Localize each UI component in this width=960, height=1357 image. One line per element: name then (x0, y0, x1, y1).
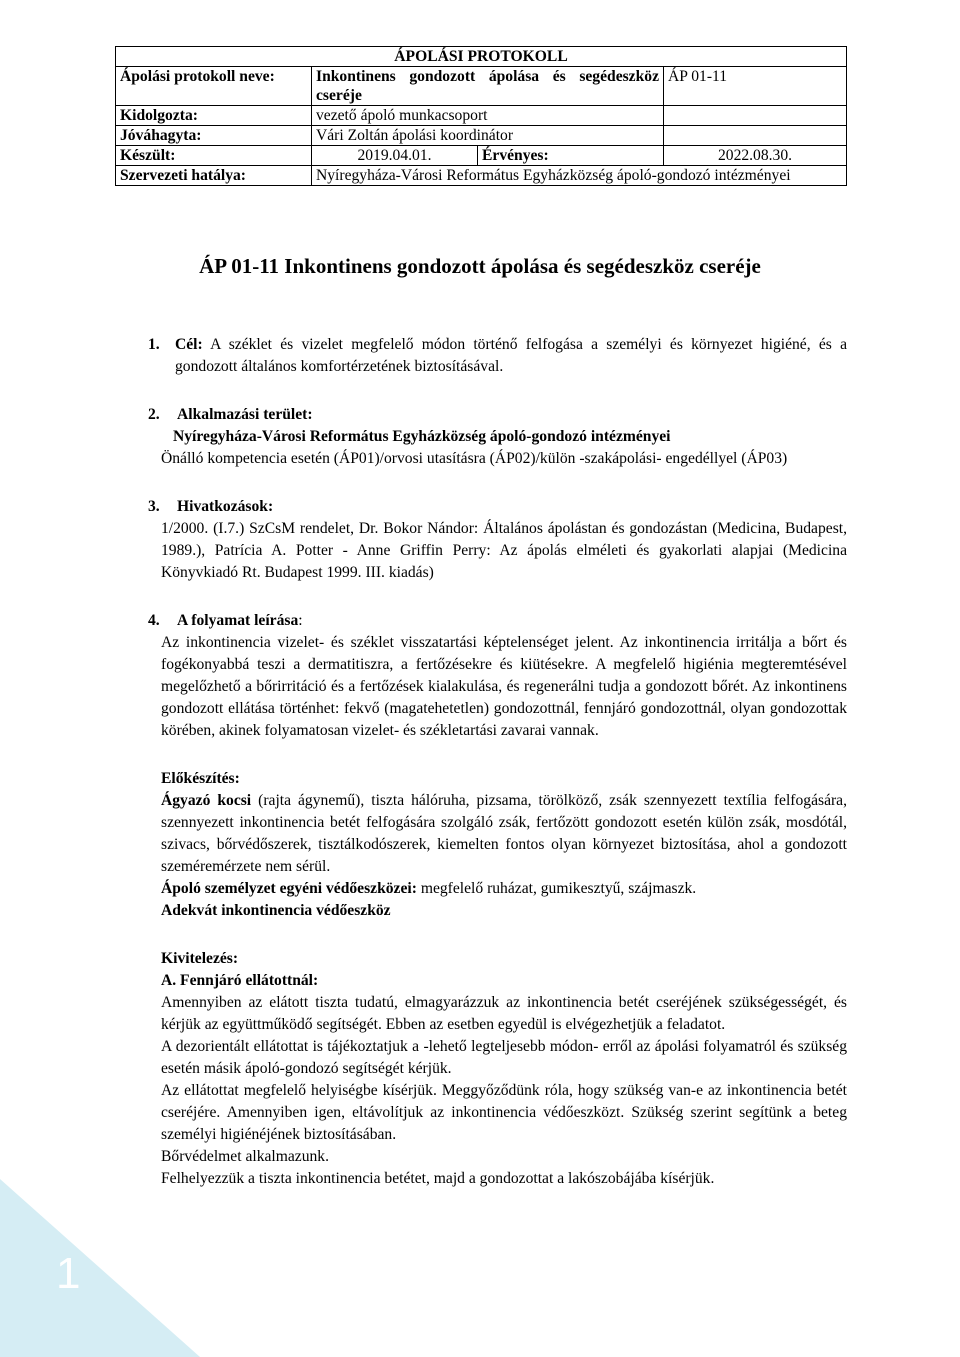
table-row (116, 126, 847, 146)
approved-value: Vári Zoltán ápolási koordinátor (312, 126, 664, 146)
scope-organization: Nyíregyháza-Városi Református Egyházközség ápoló-gondozó intézményei (173, 428, 671, 445)
preparation-block (161, 768, 847, 922)
spacer (161, 584, 847, 610)
execution-paragraph: Az ellátottat megfelelő helyiségbe kísérjük. Meggyőződünk róla, hogy szükség van-e az inkontinencia betét cseréjére. Amennyiben igen, eltávolítjuk az inkontinencia védőeszközt. Szükség szerint segítünk a beteg személyi higiénéjének biztosításában. (161, 1082, 847, 1143)
table-row (116, 146, 847, 166)
section-scope (148, 404, 847, 470)
execution-paragraph: Felhelyezzük a tiszta inkontinencia betétet, majd a gondozottat a lakószobájába kísérjük. (161, 1170, 715, 1187)
document-body (148, 334, 848, 1190)
empty-cell (664, 106, 847, 126)
section-heading (161, 610, 847, 632)
table-title: ÁPOLÁSI PROTOKOLL (116, 47, 847, 67)
section-process (148, 610, 847, 742)
section-text: Önálló kompetencia esetén (ÁP01)/orvosi utasításra (ÁP02)/külön -szakápolási- engedéllyel (ÁP03) (161, 450, 788, 467)
section-goal (148, 334, 847, 378)
section-number: 4. (148, 612, 160, 629)
empty-cell (664, 126, 847, 146)
section-goal-text (161, 334, 847, 378)
execution-heading: Kivitelezés: (161, 950, 239, 967)
preparation-ppe (161, 878, 847, 900)
table-row (116, 67, 847, 106)
page-number: 1 (56, 1249, 81, 1298)
section-number: 1. (148, 336, 160, 353)
protocol-name-value: Inkontinens gondozott ápolása és segédeszköz cseréje (312, 67, 664, 106)
scope-label: Szervezeti hatálya: (116, 166, 312, 186)
valid-label: Érvényes: (478, 146, 664, 166)
author-value: vezető ápoló munkacsoport (312, 106, 664, 126)
document-title: ÁP 01-11 Inkontinens gondozott ápolása és segédeszköz cseréje (199, 254, 761, 278)
device-line: Adekvát inkontinencia védőeszköz (161, 902, 391, 919)
spacer (161, 470, 847, 496)
approved-label: Jóváhagyta: (116, 126, 312, 146)
spacer (161, 922, 847, 948)
execution-subheading: A. Fennjáró ellátottnál: (161, 972, 319, 989)
section-number: 3. (148, 498, 160, 515)
section-text: A széklet és vizelet megfelelő módon történő felfogása a személyi és környezet higiéné, és a gondozott általános komfortérzetének biztosításával. (175, 336, 847, 375)
protocol-header-table (115, 46, 847, 186)
execution-block (161, 948, 847, 1190)
spacer (161, 378, 847, 404)
cart-label: Ágyazó kocsi (161, 792, 252, 809)
section-label: Alkalmazási terület: (177, 406, 313, 423)
created-label: Készült: (116, 146, 312, 166)
section-text: 1/2000. (I.7.) SzCsM rendelet, Dr. Bokor Nándor: Általános ápolástan és gondozástan (Medicina, Budapest, 1989.), Patrícia A. Potter - Anne Griffin Perry: Az ápolás elméleti és gyakorlati alapjai (Medicina Könyvkiadó Rt. Budapest 1999. III. kiadás) (161, 520, 847, 581)
execution-paragraph: Amennyiben az elátott tiszta tudatú, elmagyarázzuk az inkontinencia betét cseréjének szükségességét, és kérjük az együttműködő segítségét. Ebben az esetben egyedül is elvégezhetjük a feladatot. (161, 994, 847, 1033)
execution-paragraph: A dezorientált ellátottat is tájékoztatjuk a -lehető legteljesebb módon- erről az ápolási folyamatról és szükség esetén másik ápoló-gondozó segítségét kérjük. (161, 1038, 847, 1077)
ppe-text: megfelelő ruházat, gumikesztyű, szájmaszk. (416, 880, 697, 897)
author-label: Kidolgozta: (116, 106, 312, 126)
table-row (116, 106, 847, 126)
execution-paragraph: Bőrvédelmet alkalmazunk. (161, 1148, 330, 1165)
section-text: Az inkontinencia vizelet- és széklet visszatartási képtelenséget jelent. Az inkontinencia irritálja a bőrt és fogékonyabbá teszi a dermatitiszra, a fertőzésekre és kiütésekre. A megfelelő higiénia megteremtésével megelőzhető a bőrirritáció és a fertőzések kialakulása, és regenerálni tudja a gondozott bőrét. Az inkontinens gondozott ellátása történhet: fekvő (magatehetetlen) gondozottnál, fennjáró gondozottnál, olyan gondozottak körében, akinek folyamatosan vizelet- és székletartási zavarai vannak. (161, 634, 847, 739)
preparation-heading: Előkészítés: (161, 770, 240, 787)
section-label-colon: : (298, 612, 303, 629)
section-label: Hivatkozások: (177, 498, 274, 515)
scope-value: Nyíregyháza-Városi Református Egyházközség ápoló-gondozó intézményei (312, 166, 847, 186)
preparation-cart (161, 790, 847, 878)
valid-value: 2022.08.30. (664, 146, 847, 166)
protocol-name-label: Ápolási protokoll neve: (116, 67, 312, 106)
section-label: A folyamat leírása (177, 612, 299, 629)
table-row (116, 166, 847, 186)
ppe-label: Ápoló személyzet egyéni védőeszközei: (161, 880, 417, 897)
table-row (116, 47, 847, 67)
section-references (148, 496, 847, 584)
protocol-code: ÁP 01-11 (664, 67, 847, 106)
created-value: 2019.04.01. (312, 146, 478, 166)
section-number: 2. (148, 406, 160, 423)
section-label: Cél: (175, 336, 203, 353)
spacer (161, 742, 847, 768)
cart-text: (rajta ágynemű), tiszta hálóruha, pizsama, törölköző, zsák szennyezett textília felfogására, szennyezett inkontinencia betét felfogására szolgáló zsák, fertőzött gondozott esetén külön zsák, mosdótál, szivacs, bőrvédőszerek, tisztálkodószerek, kiemelten fontos olyan környezet biztosítása, ahol a gondozott szeméremérzete nem sérül. (161, 792, 848, 875)
